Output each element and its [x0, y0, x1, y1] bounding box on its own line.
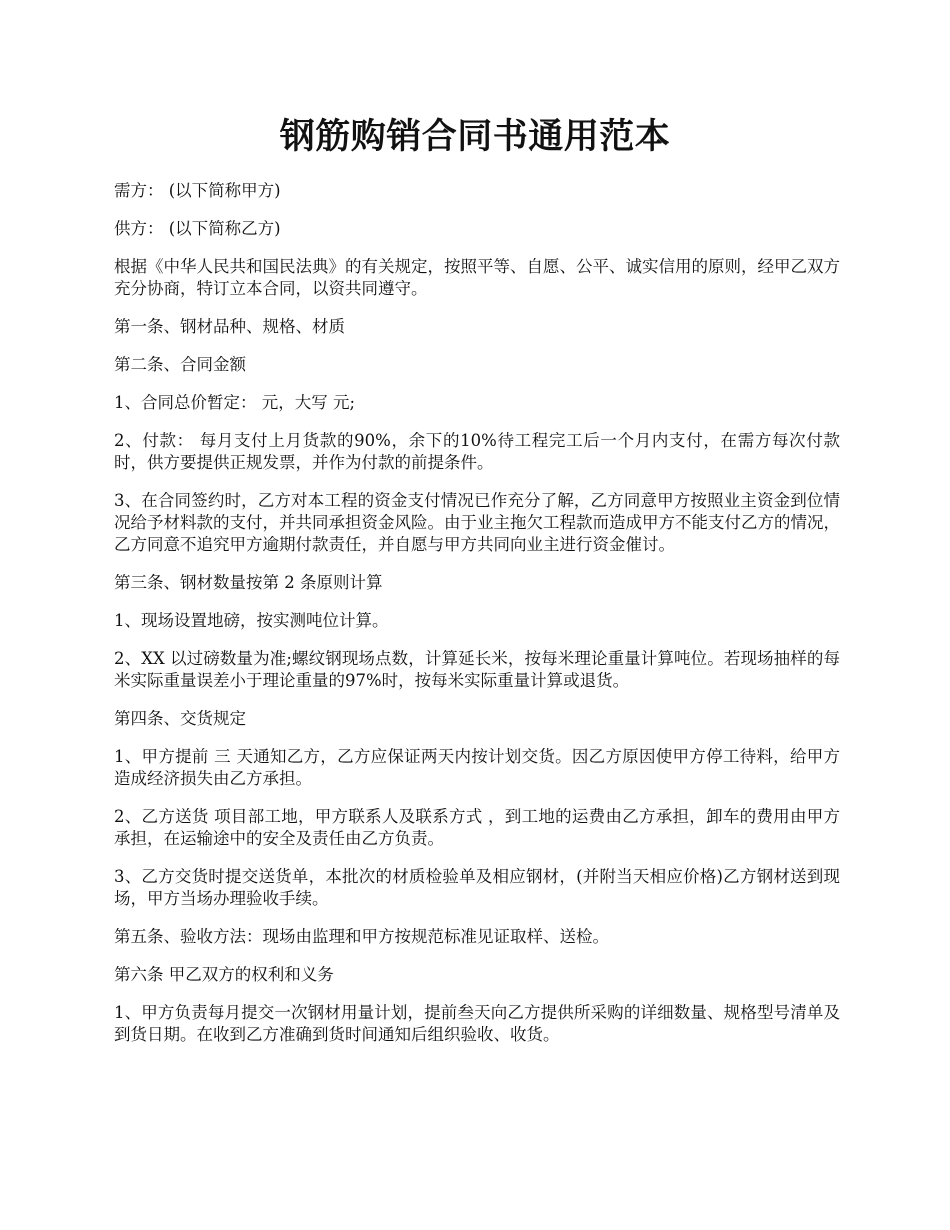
article-2-clause-1: 1、合同总价暂定： 元，大写 元; [114, 393, 356, 412]
article-3-heading: 第三条、钢材数量按第 2 条原则计算 [114, 573, 383, 592]
document-body [114, 180, 840, 1062]
article-4-clause-2: 2、乙方送货 项目部工地，甲方联系人及联系方式 ，到工地的运费由乙方承担，卸车的费用由甲方承担，在运输途中的安全及责任由乙方负责。 [114, 807, 840, 848]
article-4-clause-1: 1、甲方提前 三 天通知乙方，乙方应保证两天内按计划交货。因乙方原因使甲方停工待料，给甲方造成经济损失由乙方承担。 [114, 747, 840, 788]
article-2-heading: 第二条、合同金额 [114, 355, 246, 374]
article-4-heading: 第四条、交货规定 [114, 709, 246, 728]
article-2-clause-2: 2、付款： 每月支付上月货款的90%，余下的10%待工程完工后一个月内支付，在需方每次付款时，供方要提供正规发票，并作为付款的前提条件。 [114, 431, 840, 472]
article-1-heading: 第一条、钢材品种、规格、材质 [114, 317, 345, 336]
paragraph-preamble: 根据《中华人民共和国民法典》的有关规定，按照平等、自愿、公平、诚实信用的原则，经甲乙双方充分协商，特订立本合同，以资共同遵守。 [114, 257, 840, 298]
article-6-clause-1: 1、甲方负责每月提交一次钢材用量计划，提前叁天向乙方提供所采购的详细数量、规格型号清单及到货日期。在收到乙方准确到货时间通知后组织验收、收货。 [114, 1003, 840, 1044]
article-6-heading: 第六条 甲乙双方的权利和义务 [114, 965, 334, 984]
article-4-clause-3: 3、乙方交货时提交送货单，本批次的材质检验单及相应钢材，(并附当天相应价格)乙方钢材送到现场，甲方当场办理验收手续。 [114, 867, 840, 908]
paragraph-demander: 需方： (以下简称甲方) [114, 181, 281, 200]
article-3-clause-1: 1、现场设置地磅，按实测吨位计算。 [114, 611, 389, 630]
paragraph-supplier: 供方： (以下简称乙方) [114, 219, 281, 238]
article-3-clause-2: 2、XX 以过磅数量为准;螺纹钢现场点数，计算延长米，按每米理论重量计算吨位。若现场抽样的每米实际重量误差小于理论重量的97%时，按每米实际重量计算或退货。 [114, 649, 840, 690]
article-5-heading: 第五条、验收方法：现场由监理和甲方按规范标准见证取样、送检。 [114, 927, 609, 946]
article-2-clause-3: 3、在合同签约时，乙方对本工程的资金支付情况已作充分了解，乙方同意甲方按照业主资金到位情况给予材料款的支付，并共同承担资金风险。由于业主拖欠工程款而造成甲方不能支付乙方的情况，乙方同意不追究甲方逾期付款责任，并自愿与甲方共同向业主进行资金催讨。 [114, 491, 840, 554]
document-title: 钢筋购销合同书通用范本 [279, 116, 671, 157]
